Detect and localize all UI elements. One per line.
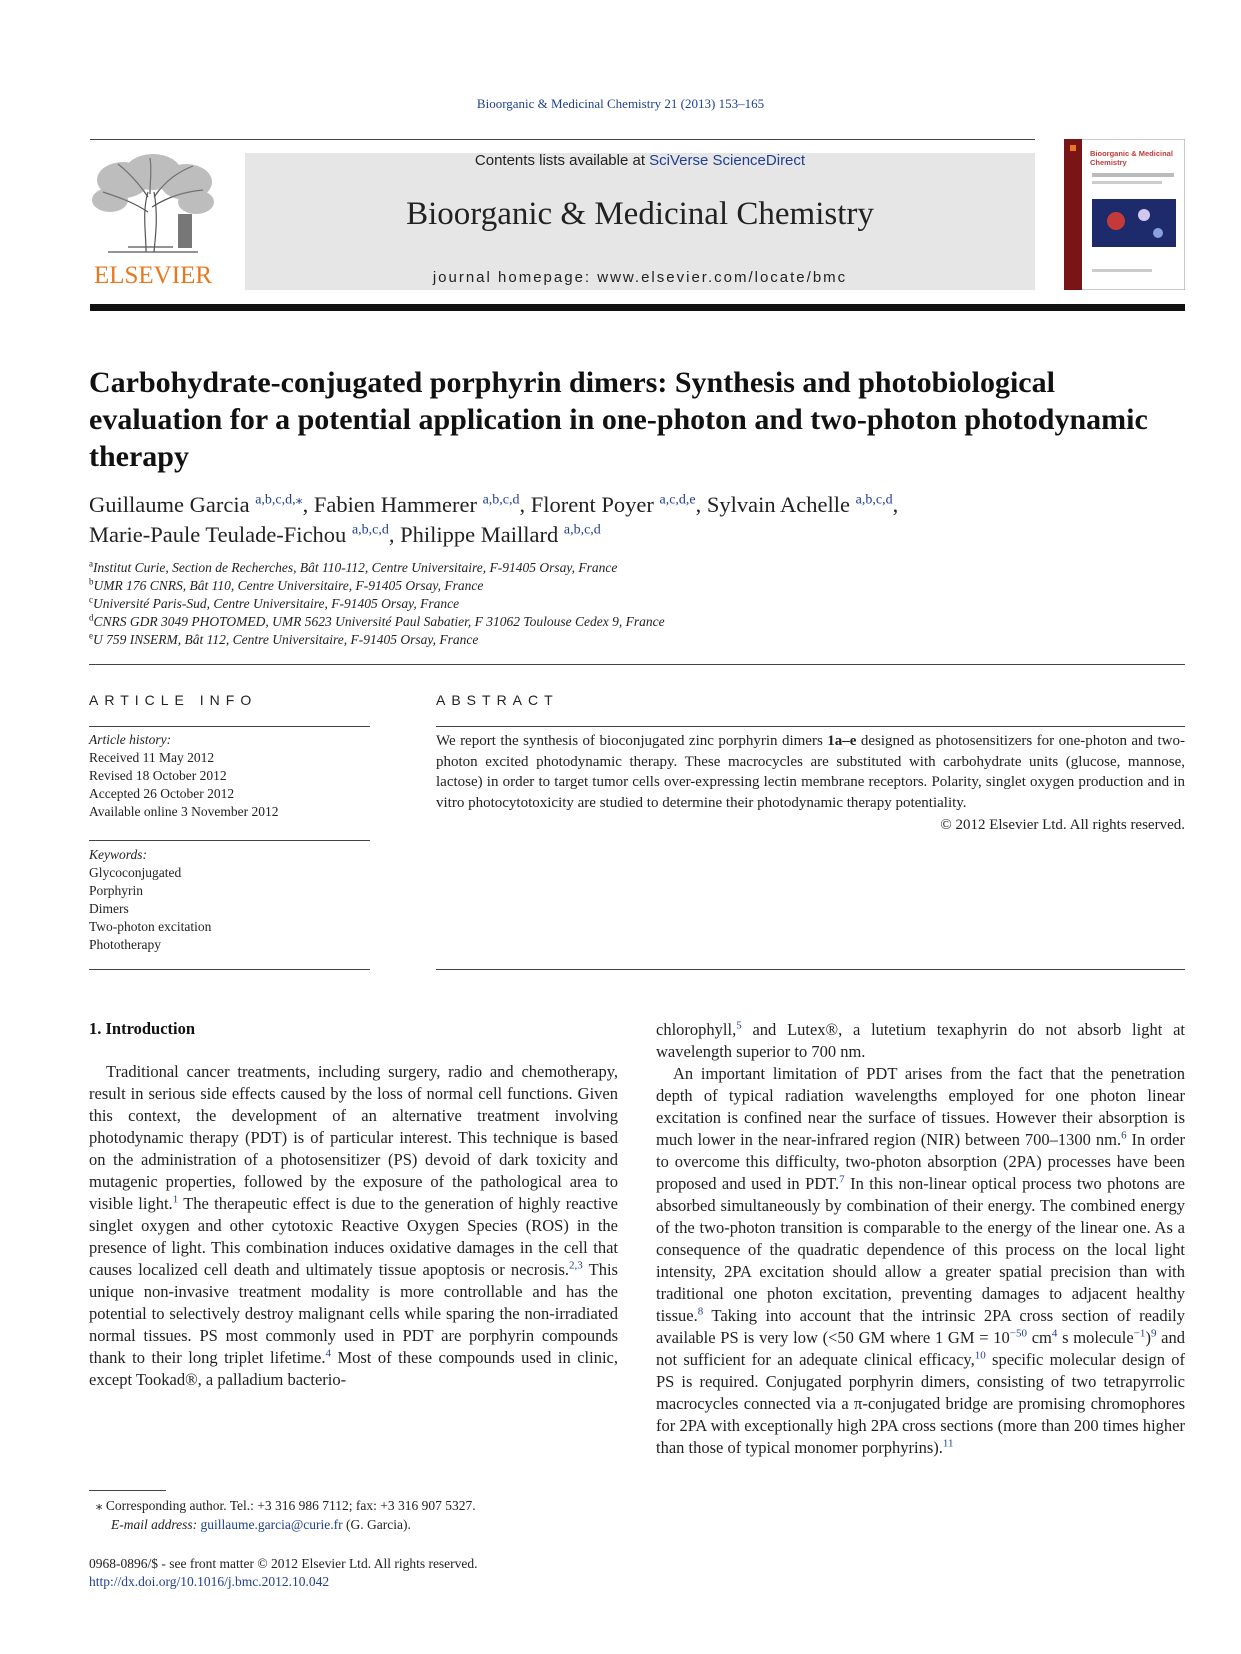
abstract-text-1: We report the synthesis of bioconjugated zinc porphyrin dimers bbox=[436, 733, 828, 749]
author-name: Fabien Hammerer bbox=[313, 492, 477, 517]
issn-text: 0968-0896/$ - see front matter © 2012 Elsevier Ltd. All rights reserved. bbox=[89, 1556, 478, 1571]
body-text: The therapeutic effect is due to the generation of highly reactive singlet oxygen and other cytotoxic Reactive Oxygen Species (ROS) in the presence of light. This combination induces oxidative damages in the cell that causes localized cell death and ultimately tissue apoptosis or necrosis. bbox=[89, 1194, 619, 1279]
history-label: Article history: bbox=[89, 732, 172, 747]
author-separator: , bbox=[519, 492, 531, 517]
history-date: Accepted 26 October 2012 bbox=[89, 786, 235, 801]
affiliation-text: U 759 INSERM, Bât 112, Centre Universitaire, F-91405 Orsay, France bbox=[93, 632, 479, 647]
author-affiliation-marker[interactable]: a,b,c,d bbox=[351, 522, 389, 538]
affiliation bbox=[89, 613, 1189, 631]
author-list bbox=[89, 490, 1189, 550]
body-text: cm bbox=[1026, 1328, 1052, 1347]
intro-paragraph-1 bbox=[89, 1061, 618, 1391]
keyword: Glycoconjugated bbox=[89, 865, 182, 880]
article-title: Carbohydrate-conjugated porphyrin dimers: Synthesis and photobiological evaluation for a potential application in one-photon and two-photon photodynamic therapy bbox=[89, 366, 1148, 473]
keyword: Phototherapy bbox=[89, 937, 161, 952]
article-info-rule bbox=[89, 969, 370, 970]
article-info-rule bbox=[89, 840, 370, 841]
intro-paragraph-2 bbox=[656, 1063, 1185, 1459]
author-name: Florent Poyer bbox=[530, 492, 654, 517]
citation-ref[interactable]: 7 bbox=[839, 1173, 845, 1186]
citation-ref[interactable]: 10 bbox=[974, 1349, 986, 1362]
article-info-heading: ARTICLE INFO bbox=[89, 692, 258, 708]
affiliation bbox=[89, 631, 1189, 649]
intro-paragraph-continued bbox=[656, 1019, 1185, 1063]
abstract-body bbox=[436, 731, 1185, 836]
body-text: Traditional cancer treatments, including surgery, radio and chemotherapy, result in serious side effects caused by the loss of normal cell functions. Given this context, the development of an alternative treatment involving photodynamic therapy (PDT) is of particular interest. This technique is based on the administration of a photosensitizer (PS) devoid of dark toxicity and mutagenic properties, followed by the exposure of the pathological area to visible light. bbox=[89, 1062, 618, 1213]
body-text: and not sufficient for an adequate clinical efficacy, bbox=[656, 1328, 1185, 1369]
body-text: Taking into account that the intrinsic 2PA cross section of readily available PS is very low (<50 GM where 1 GM = 10 bbox=[656, 1306, 1185, 1347]
citation-ref[interactable]: 4 bbox=[325, 1347, 331, 1360]
keyword: Porphyrin bbox=[89, 883, 143, 898]
history-date: Revised 18 October 2012 bbox=[89, 768, 227, 783]
author-separator: , bbox=[302, 492, 314, 517]
history-date: Available online 3 November 2012 bbox=[89, 804, 279, 819]
cover-title: Bioorganic & Medicinal Chemistry bbox=[1090, 149, 1173, 167]
body-text: This unique non-invasive treatment modality is more controllable and has the potential to selectively destroy malignant cells while sparing the non-irradiated normal tissues. PS most commonly used in PDT are porphyrin compounds thank to their long triplet lifetime. bbox=[89, 1260, 618, 1367]
email-link[interactable]: guillaume.garcia@curie.fr bbox=[200, 1517, 343, 1532]
citation-ref[interactable]: 2,3 bbox=[569, 1259, 583, 1272]
journal-cover-thumbnail[interactable] bbox=[1064, 139, 1185, 290]
affiliation-text: Université Paris-Sud, Centre Universitaire, F-91405 Orsay, France bbox=[93, 596, 460, 611]
citation-ref[interactable]: 5 bbox=[736, 1019, 742, 1032]
article-info-rule bbox=[89, 726, 370, 727]
author-name: Sylvain Achelle bbox=[706, 492, 851, 517]
contents-prefix: Contents lists available at bbox=[474, 152, 650, 169]
compound-label: 1a–e bbox=[827, 733, 857, 749]
journal-name: Bioorganic & Medicinal Chemistry bbox=[406, 196, 874, 232]
affiliation bbox=[89, 595, 1189, 613]
author-affiliation-marker[interactable]: a,c,d,e bbox=[659, 492, 696, 508]
body-text: specific molecular design of PS is required. Conjugated porphyrin dimers, consisting of two tetrapyrrolic macrocycles connected via a π-conjugated bridge are promising chromophores for 2PA with exceptionally high 2PA cross sections (more than 200 times higher than those of typical monomer porphyrins). bbox=[656, 1350, 1185, 1457]
author-affiliation-marker[interactable]: a,b,c,d bbox=[563, 522, 601, 538]
citation-ref[interactable]: 6 bbox=[1121, 1129, 1127, 1142]
footnote-rule bbox=[89, 1490, 166, 1491]
keywords-label: Keywords: bbox=[89, 847, 147, 862]
affiliation-rule bbox=[89, 664, 1185, 665]
header-rule bbox=[90, 139, 1035, 140]
doi-link[interactable]: http://dx.doi.org/10.1016/j.bmc.2012.10.042 bbox=[89, 1574, 330, 1589]
affiliation-text: Institut Curie, Section de Recherches, Bât 110-112, Centre Universitaire, F-91405 Orsay, France bbox=[93, 560, 618, 575]
body-column-right bbox=[656, 1019, 1185, 1459]
citation-ref[interactable]: 9 bbox=[1150, 1327, 1157, 1340]
citation-ref[interactable]: 8 bbox=[697, 1305, 704, 1318]
abstract-text-2: designed as photosensitizers for one-photon and two-photon excited photodynamic therapy. These macrocycles are substituted with carbohydrate units (glucose, mannose, lactose) in order to target tumor cells over-expressing lectin membrane receptors. Polarity, singlet oxygen production and in vitro photocytotoxicity are studied to determine their photodynamic therapy potentiality. bbox=[436, 733, 1185, 811]
corresponding-author: Corresponding author. Tel.: +3 316 986 7112; fax: +3 316 907 5327. bbox=[105, 1498, 476, 1513]
email-suffix: (G. Garcia). bbox=[342, 1517, 411, 1532]
affiliation-list bbox=[89, 559, 1189, 649]
citation-ref[interactable]: 1 bbox=[172, 1193, 179, 1206]
citation-ref[interactable]: 4 bbox=[1051, 1327, 1058, 1340]
abstract-rule bbox=[436, 969, 1185, 970]
email-label: E-mail address: bbox=[111, 1517, 201, 1532]
keyword: Dimers bbox=[89, 901, 129, 916]
body-text: ) bbox=[1145, 1328, 1151, 1347]
header-thick-rule bbox=[90, 304, 1185, 311]
keyword: Two-photon excitation bbox=[89, 919, 212, 934]
affiliation-key: c bbox=[89, 594, 93, 605]
affiliation-text: UMR 176 CNRS, Bât 110, Centre Universitaire, F-91405 Orsay, France bbox=[93, 578, 484, 593]
author-name: Philippe Maillard bbox=[400, 522, 559, 547]
body-text: s molecule bbox=[1057, 1328, 1134, 1347]
issn-line bbox=[89, 1555, 618, 1591]
article-history bbox=[89, 731, 370, 821]
keywords bbox=[89, 846, 370, 954]
affiliation-key: e bbox=[89, 630, 93, 641]
author-name: Guillaume Garcia bbox=[89, 492, 250, 517]
abstract-copyright: © 2012 Elsevier Ltd. All rights reserved. bbox=[940, 817, 1185, 833]
body-text: and Lutex®, a lutetium texaphyrin do not absorb light at wavelength superior to 700 nm. bbox=[656, 1020, 1185, 1061]
body-text: chlorophyll, bbox=[656, 1020, 737, 1039]
author-separator: , bbox=[388, 522, 401, 547]
abstract-rule bbox=[436, 726, 1185, 727]
footnote-star: ⁎ bbox=[95, 1498, 103, 1513]
journal-homepage[interactable]: journal homepage: www.elsevier.com/locate/bmc bbox=[432, 269, 848, 286]
affiliation-text: CNRS GDR 3049 PHOTOMED, UMR 5623 Université Paul Sabatier, F 31062 Toulouse Cedex 9, France bbox=[93, 614, 665, 629]
elsevier-logo bbox=[88, 152, 218, 292]
author-affiliation-marker[interactable]: a,b,c,d bbox=[855, 492, 893, 508]
citation-ref[interactable]: −1 bbox=[1133, 1327, 1146, 1340]
author-separator: , bbox=[892, 492, 899, 517]
journal-reference[interactable]: Bioorganic & Medicinal Chemistry 21 (2013) 153–165 bbox=[476, 96, 765, 111]
intro-heading: 1. Introduction bbox=[89, 1019, 196, 1038]
contents-line bbox=[245, 152, 1035, 169]
history-date: Received 11 May 2012 bbox=[89, 750, 215, 765]
body-column-left bbox=[89, 1061, 618, 1391]
citation-ref[interactable]: 11 bbox=[942, 1437, 954, 1450]
corresponding-footnote bbox=[89, 1496, 618, 1534]
author-separator: , bbox=[695, 492, 707, 517]
author-name: Marie-Paule Teulade-Fichou bbox=[89, 522, 347, 547]
affiliation bbox=[89, 577, 1189, 595]
affiliation-key: b bbox=[89, 576, 94, 587]
body-text: An important limitation of PDT arises from the fact that the penetration depth of typical radiation wavelengths employed for one photon linear excitation is confined near the surface of tissues. However their absorption is much lower in the near-infrared region (NIR) between 700–1300 nm. bbox=[656, 1064, 1185, 1149]
body-text: In this non-linear optical process two photons are absorbed simultaneously by combination of their energy. The combined energy of the two-photon transition is comparable to the energy of the linear one. As a consequence of the quadratic dependence of this process on the local light intensity, 2PA excitation should allow a greater spatial precision than with traditional one photon excitation, preventing damages to adjacent healthy tissue. bbox=[656, 1174, 1185, 1325]
abstract-heading: ABSTRACT bbox=[436, 692, 559, 708]
affiliation bbox=[89, 559, 1189, 577]
affiliation-key: a bbox=[89, 558, 93, 569]
citation-ref[interactable]: −50 bbox=[1009, 1327, 1027, 1340]
author-affiliation-marker[interactable]: a,b,c,d bbox=[482, 492, 520, 508]
body-text: Most of these compounds used in clinic, except Tookad®, a palladium bacterio- bbox=[89, 1348, 619, 1389]
publisher-wordmark: ELSEVIER bbox=[93, 262, 213, 289]
author-affiliation-marker[interactable]: a,b,c,d,⁎ bbox=[255, 492, 303, 508]
affiliation-key: d bbox=[89, 612, 94, 623]
body-text: In order to overcome this difficulty, two-photon absorption (2PA) processes have been proposed and used in PDT. bbox=[656, 1130, 1185, 1193]
sciencedirect-link[interactable]: SciVerse ScienceDirect bbox=[649, 152, 806, 169]
